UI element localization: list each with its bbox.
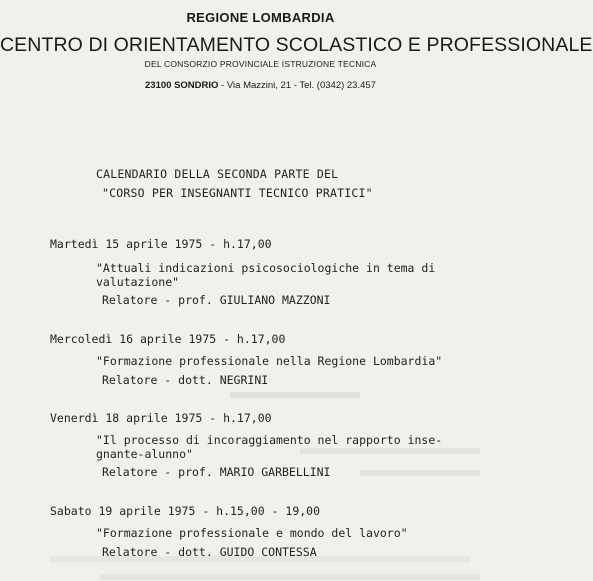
address-city: 23100 SONDRIO [145,80,219,91]
event-relatore: Relatore - dott. GUIDO CONTESSA [102,545,317,559]
event-date: Martedì 15 aprile 1975 - h.17,00 [50,237,272,251]
event-topic: "Formazione professionale nella Regione Lombardia" [96,354,443,368]
letterhead-region: REGIONE LOMBARDIA [186,10,335,25]
letterhead-centro: CENTRO DI ORIENTAMENTO SCOLASTICO E PROFESSIONALE [0,34,593,56]
letterhead-address [0,80,521,91]
event-topic: "Formazione professionale e mondo del lavoro" [96,526,408,540]
event-date: Sabato 19 aprile 1975 - h.15,00 - 19,00 [50,504,321,518]
bleed-through-mark [300,448,480,454]
bleed-through-mark [360,470,480,476]
bleed-through-mark [100,574,480,580]
bleed-through-mark [230,392,360,398]
event-date: Venerdì 18 aprile 1975 - h.17,00 [50,411,272,425]
event-date: Mercoledì 16 aprile 1975 - h.17,00 [50,332,286,346]
event-relatore: Relatore - prof. MARIO GARBELLINI [102,465,331,479]
event-topic: "Il processo di incoraggiamento nel rapporto inse- [96,433,443,447]
event-topic-cont: gnante-alunno" [96,447,193,461]
event-relatore: Relatore - prof. GIULIANO MAZZONI [102,293,331,307]
event-topic-cont: valutazione" [96,275,180,289]
event-relatore: Relatore - dott. NEGRINI [102,373,269,387]
letterhead-consorzio: DEL CONSORZIO PROVINCIALE ISTRUZIONE TECNICA [144,59,377,69]
calendar-title-line1: CALENDARIO DELLA SECONDA PARTE DEL [96,167,339,181]
calendar-title-line2: "CORSO PER INSEGNANTI TECNICO PRATICI" [102,186,373,200]
event-topic: "Attuali indicazioni psicosociologiche in tema di [96,261,436,275]
address-street-phone: - Via Mazzini, 21 - Tel. (0342) 23.457 [218,80,376,91]
